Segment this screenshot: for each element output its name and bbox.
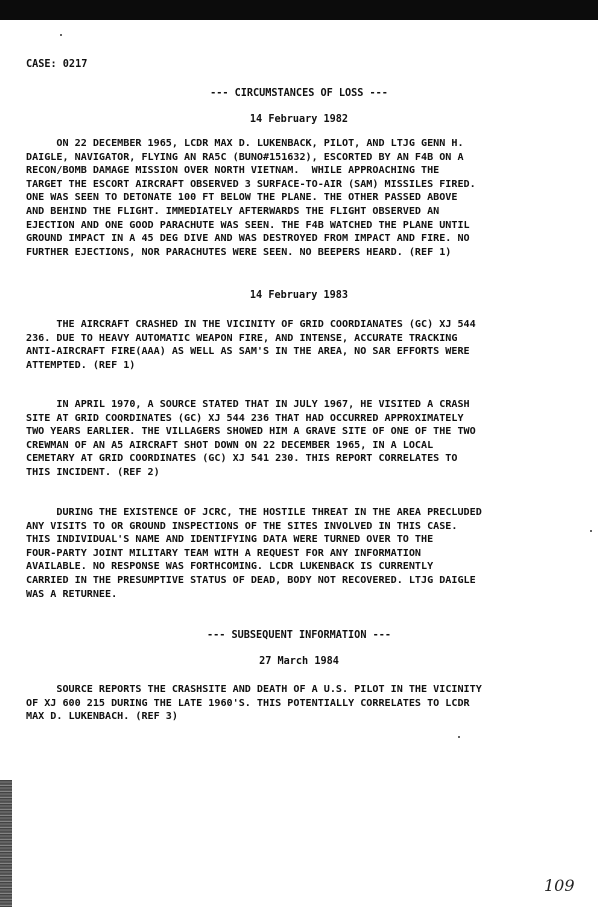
case-number: CASE: 0217: [26, 59, 88, 70]
scan-edge-left: [0, 780, 12, 907]
paragraph-jcrc: DURING THE EXISTENCE OF JCRC, THE HOSTILE THREAT IN THE AREA PRECLUDED ANY VISITS TO OR GROUND INSPECTIONS OF THE SITES INVOLVED IN THIS CASE. THIS INDIVIDUAL'S NAME AND IDENTIFYING DATA WERE TURNED OVER TO THE FOUR-PARTY JOINT MILITARY TEAM WITH A REQUEST FOR ANY INFORMATION AVAILABLE. NO RESPONSE WAS FORTHCOMING. LCDR LUKENBACK IS CURRENTLY CARRIED IN THE PRESUMPTIVE STATUS OF DEAD, BODY NOT RECOVERED. LTJG DAIGLE WAS A RETURNEE.: [26, 507, 482, 600]
paragraph-crash-vicinity: THE AIRCRAFT CRASHED IN THE VICINITY OF GRID COORDIANATES (GC) XJ 544 236. DUE TO HEAVY AUTOMATIC WEAPON FIRE, AND INTENSE, ACCURATE TRACKING ANTI-AIRCRAFT FIRE(AAA) AS WELL AS SAM'S IN THE AREA, NO SAR EFFORTS WERE ATTEMPTED. (REF 1): [26, 319, 476, 371]
circumstances-heading: --- CIRCUMSTANCES OF LOSS ---: [210, 88, 388, 99]
paragraph-source-reports: SOURCE REPORTS THE CRASHSITE AND DEATH OF A U.S. PILOT IN THE VICINITY OF XJ 600 215 DURING THE LATE 1960'S. THIS POTENTIALLY CORRELATES TO LCDR MAX D. LUKENBACH. (REF 3): [26, 684, 482, 723]
date-1982: 14 February 1982: [249, 114, 349, 125]
paragraph-source-1970: IN APRIL 1970, A SOURCE STATED THAT IN JULY 1967, HE VISITED A CRASH SITE AT GRID COORDINATES (GC) XJ 544 236 THAT HAD OCCURRED APPROXIMATELY TWO YEARS EARLIER. THE VILLAGERS SHOWED HIM A GRAVE SITE OF ONE OF THE TWO CREWMAN OF AN A5 AIRCRAFT SHOT DOWN ON 22 DECEMBER 1965, IN A LOCAL CEMETARY AT GRID COORDINATES (GC) XJ 541 230. THIS REPORT CORRELATES TO THIS INCIDENT. (REF 2): [26, 399, 476, 478]
date-1983: 14 February 1983: [249, 290, 349, 301]
scan-border-notch: [290, 10, 330, 20]
scan-speck: [458, 736, 460, 738]
subsequent-heading: --- SUBSEQUENT INFORMATION ---: [206, 630, 391, 641]
handwritten-page-number: 109: [544, 876, 575, 895]
scan-speck: [60, 34, 62, 36]
date-1984: 27 March 1984: [259, 656, 339, 667]
scan-speck: [590, 530, 592, 532]
scan-border-top: [0, 0, 598, 20]
paragraph-loss-details: ON 22 DECEMBER 1965, LCDR MAX D. LUKENBACK, PILOT, AND LTJG GENN H. DAIGLE, NAVIGATOR, FLYING AN RA5C (BUNO#151632), ESCORTED BY AN F4B ON A RECON/BOMB DAMAGE MISSION OVER NORTH VIETNAM. WHILE APPROACHING THE TARGET THE ESCORT AIRCRAFT OBSERVED 3 SURFACE-TO-AIR (SAM) MISSILES FIRED. ONE WAS SEEN TO DETONATE 100 FT BELOW THE PLANE. THE OTHER PASSED ABOVE AND BEHIND THE FLIGHT. IMMEDIATELY AFTERWARDS THE FLIGHT OBSERVED AN EJECTION AND ONE GOOD PARACHUTE WAS SEEN. THE F4B WATCHED THE PLANE UNTIL GROUND IMPACT IN A 45 DEG DIVE AND WAS DESTROYED FROM IMPACT AND FIRE. NO FURTHER EJECTIONS, NOR PARACHUTES WERE SEEN. NO BEEPERS HEARD. (REF 1): [26, 138, 476, 258]
